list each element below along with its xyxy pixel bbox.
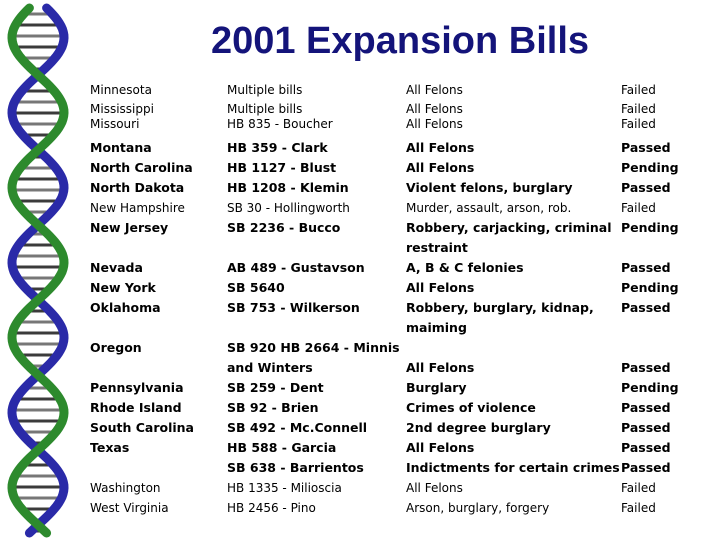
scope-cell: A, B & C felonies [406, 260, 524, 275]
scope-cell: Crimes of violence [406, 400, 536, 415]
bill-cell: AB 489 - Gustavson [227, 260, 365, 275]
status-cell: Failed [621, 501, 656, 515]
state-cell: South Carolina [90, 420, 194, 435]
status-cell: Passed [621, 420, 671, 435]
table-row-washington [90, 478, 715, 498]
scope-cell: All Felons [406, 83, 463, 97]
scope-cell: Robbery, carjacking, criminal restraint [406, 220, 612, 255]
bill-cell: SB 920 HB 2664 - Minnis and Winters [227, 340, 400, 375]
bill-cell: SB 2236 - Bucco [227, 220, 341, 235]
status-cell: Passed [621, 400, 671, 415]
scope-cell: Burglary [406, 380, 467, 395]
status-cell: Failed [621, 83, 656, 97]
scope-cell: All Felons [406, 160, 475, 175]
status-cell: Passed [621, 360, 671, 375]
bill-cell: HB 1335 - Milioscia [227, 481, 342, 495]
state-cell: West Virginia [90, 501, 169, 515]
table-row-pennsylvania [90, 378, 715, 398]
bill-cell: SB 259 - Dent [227, 380, 324, 395]
state-cell: Oregon [90, 340, 142, 355]
table-row-new-jersey [90, 218, 715, 258]
state-cell: New Jersey [90, 220, 169, 235]
status-cell: Passed [621, 180, 671, 195]
state-cell: Minnesota [90, 83, 152, 97]
scope-cell: Violent felons, burglary [406, 180, 573, 195]
table-row-west-virginia [90, 498, 715, 518]
table-row-texas [90, 438, 715, 478]
table-row-oregon [90, 338, 715, 378]
state-cell: Mississippi Missouri [90, 102, 154, 131]
status-cell: Failed [621, 481, 656, 495]
state-cell: Texas [90, 440, 130, 455]
state-cell: Washington [90, 481, 161, 495]
table-row-nevada [90, 258, 715, 278]
status-cell: Passed [621, 300, 671, 315]
bill-cell: SB 92 - Brien [227, 400, 319, 415]
status-cell: Failed [621, 201, 656, 215]
status-cell: Pending [621, 380, 679, 395]
state-cell: New Hampshire [90, 201, 185, 215]
scope-cell: Robbery, burglary, kidnap, maiming [406, 300, 594, 335]
table-row-minnesota [90, 80, 715, 100]
scope-cell: Murder, assault, arson, rob. [406, 201, 572, 215]
bill-cell: HB 1208 - Klemin [227, 180, 349, 195]
state-cell: Oklahoma [90, 300, 161, 315]
bill-cell: HB 1127 - Blust [227, 160, 337, 175]
scope-cell: 2nd degree burglary [406, 420, 551, 435]
bill-cell: SB 753 - Wilkerson [227, 300, 360, 315]
table-row-new-york [90, 278, 715, 298]
table-row-oklahoma [90, 298, 715, 338]
state-cell: Rhode Island [90, 400, 182, 415]
state-cell: Montana [90, 140, 152, 155]
scope-cell: All Felons Indictments for certain crimes [406, 440, 620, 475]
status-cell: Passed [621, 140, 671, 155]
status-cell: Pending [621, 160, 679, 175]
bill-cell: HB 2456 - Pino [227, 501, 316, 515]
table-row-new-hampshire [90, 198, 715, 218]
state-cell: Nevada [90, 260, 143, 275]
status-cell: Pending [621, 280, 679, 295]
table-row-montana [90, 138, 715, 158]
status-cell: Passed Passed [621, 440, 671, 475]
bill-cell: Multiple bills HB 835 - Boucher [227, 102, 333, 131]
dna-helix-decoration [0, 0, 80, 540]
scope-cell: All Felons [406, 360, 475, 375]
scope-cell: All Felons All Felons [406, 102, 463, 131]
bill-cell: SB 492 - Mc.Connell [227, 420, 368, 435]
scope-cell: Arson, burglary, forgery [406, 501, 550, 515]
scope-cell: All Felons [406, 481, 463, 495]
status-cell: Pending [621, 220, 679, 235]
bill-cell: HB 359 - Clark [227, 140, 328, 155]
bill-cell: SB 5640 [227, 280, 285, 295]
state-cell: Pennsylvania [90, 380, 184, 395]
page-title: 2001 Expansion Bills [210, 20, 590, 62]
state-cell: North Carolina [90, 160, 193, 175]
table-row-north-dakota [90, 178, 715, 198]
state-cell: North Dakota [90, 180, 185, 195]
bill-cell: HB 588 - Garcia SB 638 - Barrientos [227, 440, 364, 475]
table-row-mississippi-missouri [90, 102, 715, 138]
scope-cell: All Felons [406, 140, 475, 155]
table-row-south-carolina [90, 418, 715, 438]
bill-cell: SB 30 - Hollingworth [227, 201, 350, 215]
status-cell: Passed [621, 260, 671, 275]
scope-cell: All Felons [406, 280, 475, 295]
state-cell: New York [90, 280, 156, 295]
table-row-rhode-island [90, 398, 715, 418]
bill-cell: Multiple bills [227, 83, 303, 97]
status-cell: Failed Failed [621, 102, 656, 131]
table-row-north-carolina [90, 158, 715, 178]
bills-table [90, 80, 715, 518]
